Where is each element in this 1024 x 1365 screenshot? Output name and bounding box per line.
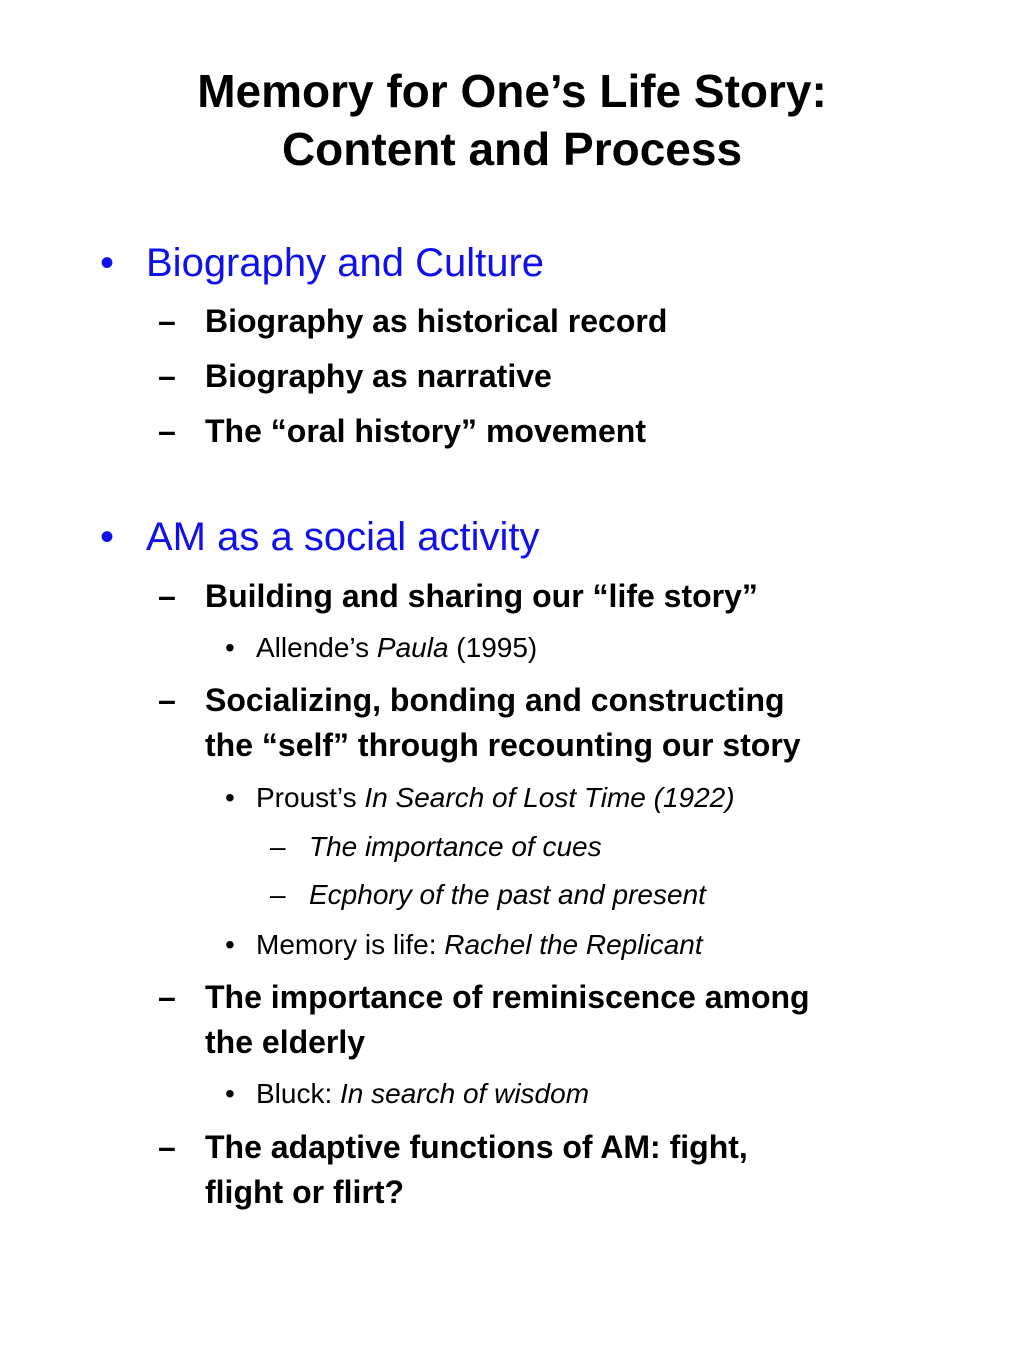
list-item-continuation: the “self” through recounting our story <box>205 727 801 763</box>
section-heading-am-social: AM as a social activity <box>146 515 540 559</box>
bullet-icon: • <box>225 632 235 663</box>
slide-title-line-2: Content and Process <box>281 123 743 175</box>
ref-title: In search of wisdom <box>340 1078 590 1109</box>
bullet-icon: • <box>100 515 115 559</box>
list-item <box>256 778 735 818</box>
dash-icon: – <box>270 879 286 910</box>
ref-title: Rachel the Replicant <box>444 929 703 960</box>
ref-title: Paula <box>376 632 449 663</box>
list-item: Biography as narrative <box>205 358 552 394</box>
list-item <box>256 925 703 965</box>
dash-icon: – <box>158 303 176 339</box>
ref-year: (1995) <box>448 632 538 663</box>
ref-plain: Bluck: <box>256 1078 341 1109</box>
list-item: Ecphory of the past and present <box>309 879 706 910</box>
slide-title-line-1: Memory for One’s Life Story: <box>197 65 827 117</box>
ref-plain: Memory is life: <box>256 929 445 960</box>
list-item <box>256 628 537 668</box>
list-item-continuation: flight or flirt? <box>205 1174 405 1210</box>
dash-icon: – <box>270 831 286 862</box>
ref-plain: Proust’s <box>256 782 365 813</box>
list-item <box>256 1074 589 1114</box>
bullet-icon: • <box>225 1078 235 1109</box>
bullet-icon: • <box>225 929 235 960</box>
list-item: Building and sharing our “life story” <box>205 578 758 614</box>
list-item: The importance of cues <box>309 831 602 862</box>
list-item: The importance of reminiscence among <box>205 979 810 1015</box>
bullet-icon: • <box>100 241 115 285</box>
dash-icon: – <box>158 578 176 614</box>
ref-plain: Allende’s <box>256 632 377 663</box>
dash-icon: – <box>158 358 176 394</box>
dash-icon: – <box>158 1129 176 1165</box>
list-item: The adaptive functions of AM: fight, <box>205 1129 748 1165</box>
dash-icon: – <box>158 682 176 718</box>
dash-icon: – <box>158 413 176 449</box>
list-item-continuation: the elderly <box>205 1024 366 1060</box>
list-item: The “oral history” movement <box>205 413 646 449</box>
list-item: Biography as historical record <box>205 303 668 339</box>
list-item: Socializing, bonding and constructing <box>205 682 785 718</box>
ref-title: In Search of Lost Time (1922) <box>364 782 735 813</box>
section-heading-biography: Biography and Culture <box>146 241 545 285</box>
dash-icon: – <box>158 979 176 1015</box>
bullet-icon: • <box>225 782 235 813</box>
